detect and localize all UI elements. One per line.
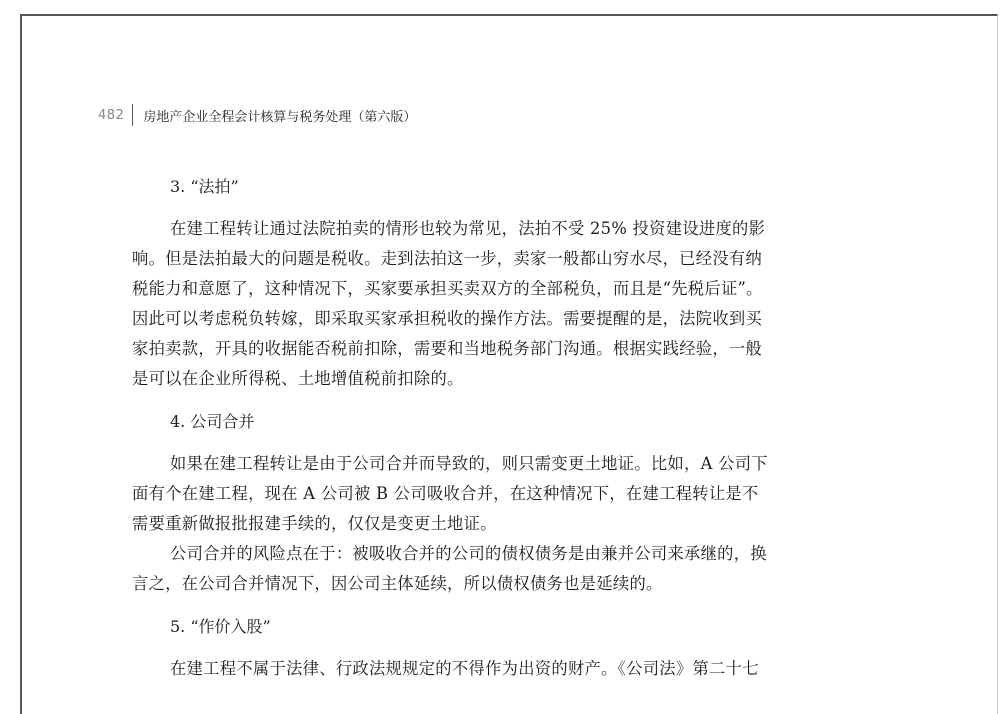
page-body bbox=[132, 172, 872, 684]
paragraph-line: 税能力和意愿了，这种情况下，买家要承担买卖双方的全部税负，而且是“先税后证”。 bbox=[132, 279, 763, 298]
paragraph-line: 公司合并的风险点在于：被吸收合并的公司的债权债务是由兼并公司来承继的，换 bbox=[170, 544, 767, 563]
paragraph-line: 在建工程不属于法律、行政法规规定的不得作为出资的财产。《公司法》第二十七 bbox=[170, 659, 759, 678]
section-heading-3: 3. “法拍” bbox=[170, 177, 239, 196]
header-divider bbox=[132, 104, 133, 126]
paragraph-capital-contribution bbox=[132, 654, 872, 684]
section-heading-4: 4. 公司合并 bbox=[170, 412, 255, 431]
paragraph-line: 面有个在建工程，现在 A 公司被 B 公司吸收合并，在这种情况下，在建工程转让是不 bbox=[132, 484, 759, 503]
paragraph-line: 在建工程转让通过法院拍卖的情形也较为常见，法拍不受 25% 投资建设进度的影 bbox=[170, 219, 766, 238]
paragraph-line: 如果在建工程转让是由于公司合并而导致的，则只需变更土地证。比如，A 公司下 bbox=[170, 454, 768, 473]
paragraph-line: 是可以在企业所得税、土地增值税前扣除的。 bbox=[132, 369, 464, 388]
paragraph-line: 家拍卖款，开具的收据能否税前扣除，需要和当地税务部门沟通。根据实践经验，一般 bbox=[132, 339, 763, 358]
paragraph-line: 响。但是法拍最大的问题是税收。走到法拍这一步，卖家一般都山穷水尽，已经没有纳 bbox=[132, 249, 763, 268]
paragraph-line: 因此可以考虑税负转嫁，即采取买家承担税收的操作方法。需要提醒的是，法院收到买 bbox=[132, 309, 763, 328]
paragraph-company-merger bbox=[132, 449, 872, 539]
page-number: 482 bbox=[98, 107, 125, 123]
paragraph-line: 需要重新做报批报建手续的，仅仅是变更土地证。 bbox=[132, 514, 497, 533]
paragraph-line: 言之，在公司合并情况下，因公司主体延续，所以债权债务也是延续的。 bbox=[132, 574, 663, 593]
running-head bbox=[98, 104, 416, 126]
paragraph-court-auction bbox=[132, 214, 872, 394]
paragraph-merger-risk bbox=[132, 539, 872, 599]
section-heading-5: 5. “作价入股” bbox=[170, 617, 271, 636]
book-title: 房地产企业全程会计核算与税务处理（第六版） bbox=[143, 109, 417, 125]
